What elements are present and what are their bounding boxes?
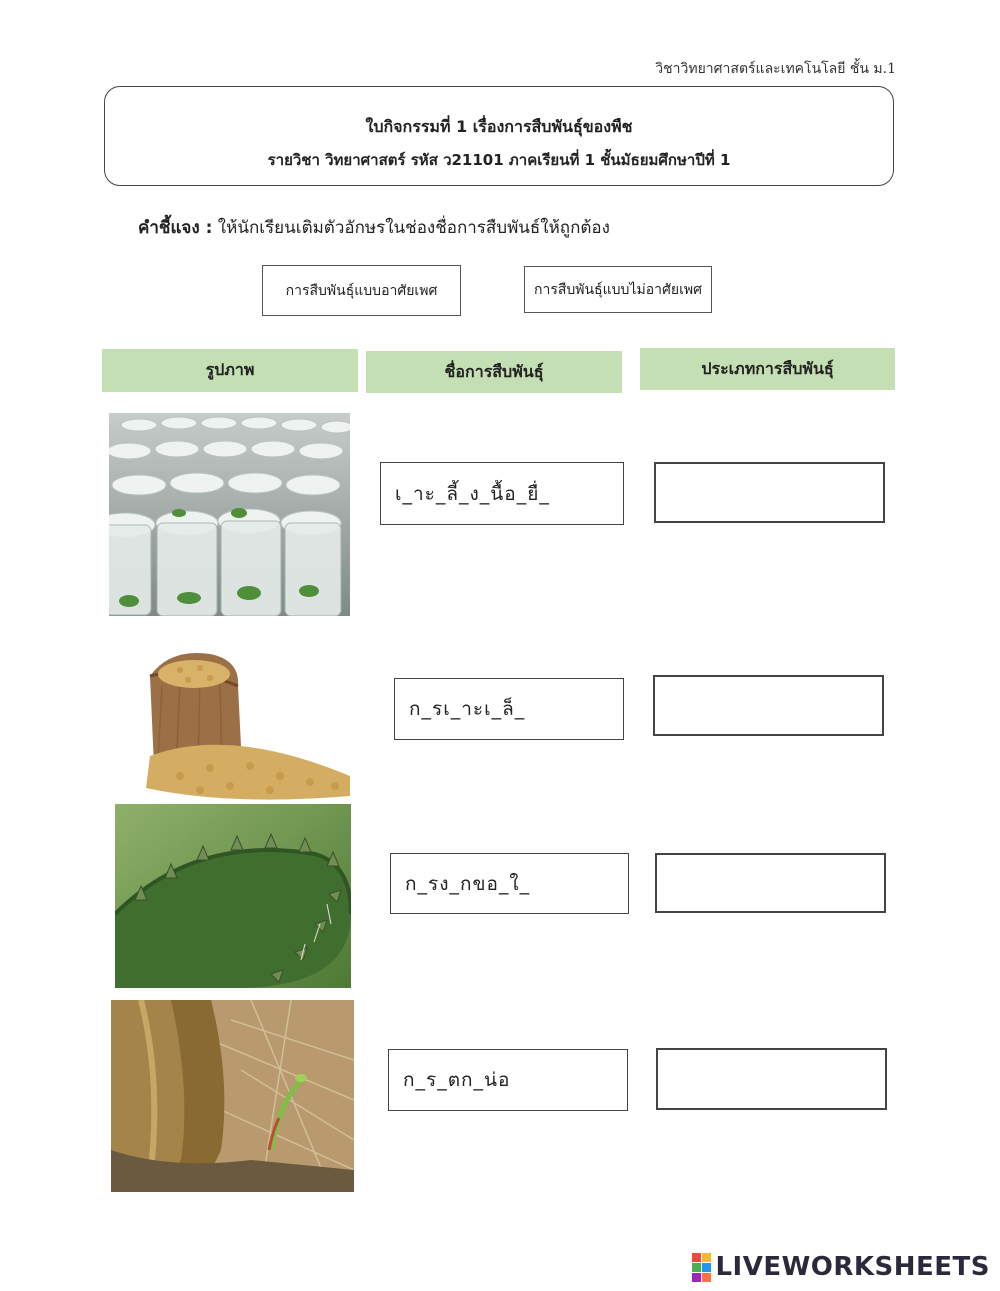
- option-asexual[interactable]: การสืบพันธุ์แบบไม่อาศัยเพศ: [524, 266, 712, 313]
- logo-text: LIVEWORKSHEETS: [715, 1252, 990, 1282]
- seed-sack-image: [110, 646, 356, 806]
- course-info: รายวิชา วิทยาศาสตร์ รหัส ว21101 ภาคเรียนที่ 1 ชั้นมัธยมศึกษาปีที่ 1: [267, 151, 731, 169]
- answer-box-2[interactable]: [653, 675, 884, 736]
- instruction: [138, 214, 610, 241]
- shoot-offset-image: [111, 1000, 354, 1192]
- puzzle-box-3[interactable]: ก_รง_กขอ_ใ_: [390, 853, 629, 914]
- option-sexual[interactable]: การสืบพันธุ์แบบอาศัยเพศ: [262, 265, 461, 316]
- leaf-plantlets-image: [115, 804, 351, 988]
- title-box: [104, 86, 894, 186]
- instruction-label: คำชี้แจง :: [138, 218, 213, 238]
- liveworksheets-logo: [692, 1252, 990, 1282]
- logo-blocks-icon: [692, 1253, 711, 1282]
- header-type: ประเภทการสืบพันธุ์: [640, 348, 895, 390]
- puzzle-box-2[interactable]: ก_รเ_าะเ_ล็_: [394, 678, 624, 740]
- answer-box-4[interactable]: [656, 1048, 887, 1110]
- answer-box-3[interactable]: [655, 853, 886, 913]
- header-name: ชื่อการสืบพันธุ์: [366, 351, 622, 393]
- puzzle-box-1[interactable]: เ_าะ_ลี้_ง_นื้อ_ยื่_: [380, 462, 624, 525]
- header-image: รูปภาพ: [102, 349, 358, 392]
- instruction-text: ให้นักเรียนเติมตัวอักษรในช่องชื่อการสืบพันธ์ให้ถูกต้อง: [212, 218, 610, 238]
- answer-box-1[interactable]: [654, 462, 885, 523]
- worksheet-title: ใบกิจกรรมที่ 1 เรื่องการสืบพันธุ์ของพืช: [365, 117, 633, 136]
- subject-label: วิชาวิทยาศาสตร์และเทคโนโลยี ชั้น ม.1: [655, 61, 896, 77]
- tissue-culture-image: [109, 413, 350, 616]
- puzzle-box-4[interactable]: ก_ร_ตก_น่อ: [388, 1049, 628, 1111]
